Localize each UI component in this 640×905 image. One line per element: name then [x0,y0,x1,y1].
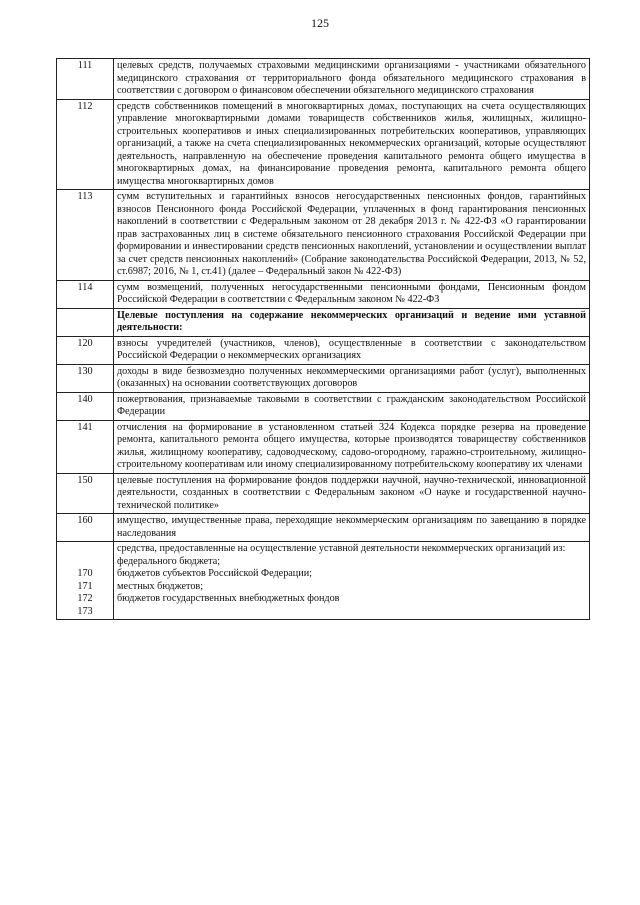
table-row [57,392,590,420]
table-row [57,280,590,308]
text-cell: сумм вступительных и гарантийных взносов негосударственных пенсионных фондов, гарантийных взносов Пенсионного фонда Российской Федерации, уплаченных в фонд гарантирования пенсионных накоплений в соответствии с Федеральным законом от 28 декабря 2013 г. № 422-ФЗ «О гарантировании прав застрахованных лиц в системе обязательного пенсионного страхования Российской Федерации при формировании и инвестировании средств пенсионных накоплений, установлении и осуществлении выплат за счет средств пенсионных накоплений» (Собрание законодательства Российской Федерации, 2013, № 52, ст.6987; 2016, № 1, ст.41) (далее – Федеральный закон № 422-ФЗ) [114,190,590,281]
code-cell-group [57,542,114,620]
code-cell: 173 [77,605,93,617]
code-cell: 113 [57,190,114,281]
code-cell: 140 [57,392,114,420]
text-cell: отчисления на формирование в установленном статьей 324 Кодекса порядке резерва на проведение ремонта, капитального ремонта общего имущества, которые производятся товариществу собственников жилья, жилищному кооперативу, садоводческому, садово-огородному, гаражно-строительному, жилищно-строительному кооперативам или иному специализированному потребительскому кооперативу их членами [114,420,590,473]
code-cell: 150 [57,473,114,514]
code-cell: 112 [57,99,114,190]
table-row [57,420,590,473]
text-cell: взносы учредителей (участников, членов), осуществленные в соответствии с законодательством Российской Федерации о некоммерческих организациях [114,336,590,364]
text-cell: средств собственников помещений в многоквартирных домах, поступающих на счета осуществляющих управление многоквартирными домами товариществ собственников жилья, жилищных, жилищно-строительных кооперативов и иных специализированных потребительских кооперативов, управляющих организаций, а также на счета специализированных некоммерческих организаций, которые осуществляют деятельность, направленную на обеспечение проведения капитального ремонта общего имущества в многоквартирных домах, на финансирование проведения ремонта, капитального ремонта общего имущества многоквартирных домов [114,99,590,190]
text-cell: пожертвования, признаваемые таковыми в соответствии с гражданским законодательством Российской Федерации [114,392,590,420]
table-row [57,190,590,281]
code-cell: 171 [77,580,93,592]
text-cell: сумм возмещений, полученных негосударственными пенсионными фондами, Пенсионным фондом Российской Федерации в соответствии с Федеральным законом № 422-ФЗ [114,280,590,308]
code-cell: 111 [57,59,114,100]
table-row [57,308,590,336]
text-cell: целевых средств, получаемых страховыми медицинскими организациями - участниками обязательного медицинского страхования от территориального фонда обязательного медицинского страхования в соответствии с договором о финансовом обеспечении обязательного медицинского страхования [114,59,590,100]
code-cell: 114 [57,280,114,308]
table-row [57,514,590,542]
code-cell: 172 [77,593,93,604]
list-item-text: бюджетов государственных внебюджетных фондов [117,593,340,604]
group-intro-text: средства, предоставленные на осуществление уставной деятельности некоммерческих организаций из: [117,543,566,554]
code-cell: 160 [57,514,114,542]
table-row [57,59,590,100]
table-row [57,99,590,190]
text-cell: имущество, имущественные права, переходящие некоммерческим организациям по завещанию в порядке наследования [114,514,590,542]
section-heading: Целевые поступления на содержание некоммерческих организаций и ведение ими уставной деятельности: [114,308,590,336]
text-cell: доходы в виде безвозмездно полученных некоммерческими организациями работ (услуг), выполненных (оказанных) на основании соответствующих договоров [114,364,590,392]
code-cell: 130 [57,364,114,392]
code-cell: 170 [77,568,93,579]
table-row [57,473,590,514]
table-row [57,336,590,364]
list-item-text: бюджетов субъектов Российской Федерации; [117,568,312,579]
list-item-text: федерального бюджета; [117,555,221,567]
table-row-last [57,542,590,620]
list-item-text: местных бюджетов; [117,580,204,592]
table-row [57,364,590,392]
text-cell-group [114,542,590,620]
page-number: 125 [311,16,329,30]
code-cell [57,308,114,336]
text-cell: целевые поступления на формирование фондов поддержки научной, научно-технической, инновационной деятельности, созданных в соответствии с Федеральным законом «О науке и государственной научно-технической политике» [114,473,590,514]
table-body [57,59,590,620]
income-codes-table [56,58,590,620]
code-cell: 120 [57,336,114,364]
code-cell: 141 [57,420,114,473]
